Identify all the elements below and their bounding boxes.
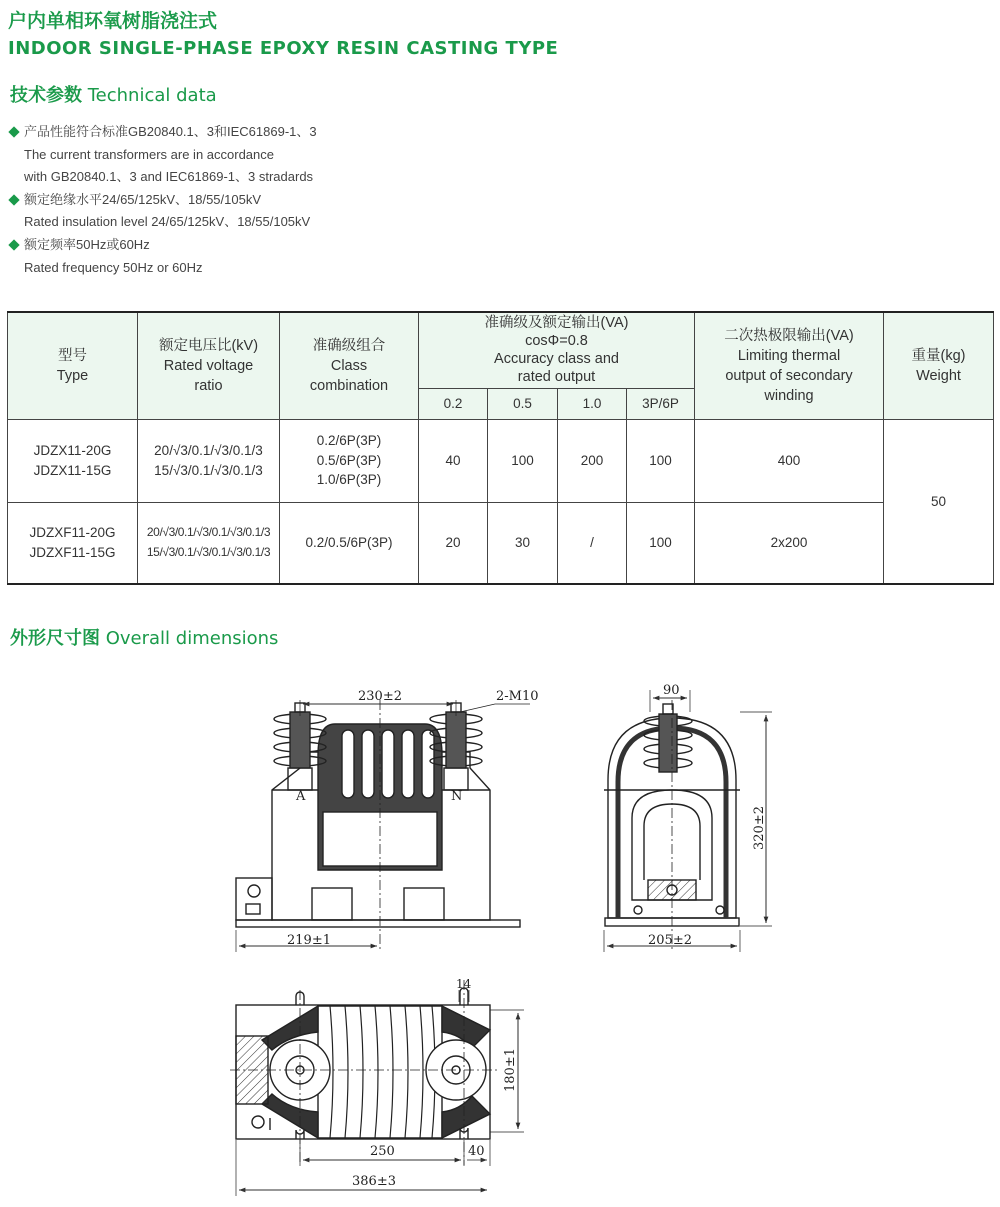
dim-plan-slot: 14 [456,977,472,991]
dim-plan-250: 250 [370,1144,395,1159]
cell-output-3p6p: 100 [627,419,695,502]
cell-output-0.5: 100 [488,419,558,502]
dim-side-top: 90 [663,683,680,698]
spec-bullet-list [8,121,317,279]
header-ratio: 额定电压比(kV) Rated voltage ratio [138,312,280,419]
header-class-0.2: 0.2 [419,388,488,419]
bullet-diamond-icon [8,194,19,205]
technical-data-heading [10,81,217,107]
bullet-diamond-icon [8,126,19,137]
cell-combination: 0.2/0.5/6P(3P) [280,502,419,584]
bullet-insulation-en: Rated insulation level 24/65/125kV、18/55/105kV [24,214,311,230]
bullet-diamond-icon [8,239,19,250]
bullet-frequency-en: Rated frequency 50Hz or 60Hz [24,259,203,275]
front-ground-bolt [248,885,260,897]
technical-data-table [7,311,994,585]
front-view [236,700,530,952]
cell-output-1.0: / [558,502,627,584]
cell-ratio: 20/√3/0.1/√3/0.1/√3/0.1/3 15/√3/0.1/√3/0.1/√3/0.1/3 [138,502,280,584]
dimension-drawing [0,660,1000,1205]
front-nut [246,904,260,914]
terminal-a-label: A [296,789,306,804]
page-title-en: INDOOR SINGLE-PHASE EPOXY RESIN CASTING TYPE [8,38,559,59]
bullet-standard [8,121,317,144]
page-title-cn: 户内单相环氧树脂浇注式 [8,10,218,32]
cell-weight: 50 [884,419,994,584]
overall-dimensions-heading [10,624,278,650]
cell-type: JDZXF11-20G JDZXF11-15G [8,502,138,584]
bullet-standard-cn: 产品性能符合标准GB20840.1、3和IEC61869-1、3 [24,124,317,139]
header-class-1.0: 1.0 [558,388,627,419]
dim-plan-40: 40 [468,1144,485,1159]
dim-side-bottom: 205±2 [648,933,692,948]
cell-output-3p6p: 100 [627,502,695,584]
bullet-insulation-cn: 额定绝缘水平24/65/125kV、18/55/105kV [24,191,262,207]
front-window-right [404,888,444,920]
cell-output-0.2: 40 [419,419,488,502]
side-bushing [644,704,692,772]
header-thermal: 二次热极限输出(VA) Limiting thermal output of secondary winding [695,312,884,419]
dim-front-top: 230±2 [358,689,402,704]
bullet-frequency [8,234,317,257]
front-base-plate [236,920,520,927]
front-window-left [312,888,352,920]
side-view [604,690,772,952]
bullet-standard-en-1: The current transformers are in accordance [24,146,274,162]
header-accuracy: 准确级及额定输出(VA) cosΦ=0.8 Accuracy class and rated output [419,312,695,388]
dim-side-height: 320±2 [752,806,767,850]
technical-data-heading-cn: 技术参数 [10,85,82,106]
header-class-3p6p: 3P/6P [627,388,695,419]
table-row [8,419,994,502]
overall-dimensions-heading-cn: 外形尺寸图 [10,628,100,649]
table-row [8,502,994,584]
header-class-0.5: 0.5 [488,388,558,419]
dim-plan-total: 386±3 [352,1174,396,1189]
dim-bolt: 2-M10 [496,689,539,704]
bullet-frequency-cn: 额定频率50Hz或60Hz [24,236,150,252]
cell-ratio: 20/√3/0.1/√3/0.1/3 15/√3/0.1/√3/0.1/3 [138,419,280,502]
dim-front-bottom: 219±1 [287,933,331,948]
terminal-n-label: N [451,789,463,804]
cell-thermal: 2x200 [695,502,884,584]
header-weight: 重量(kg) Weight [884,312,994,419]
cell-combination: 0.2/6P(3P) 0.5/6P(3P) 1.0/6P(3P) [280,419,419,502]
cell-thermal: 400 [695,419,884,502]
cell-output-1.0: 200 [558,419,627,502]
bullet-standard-en-2: with GB20840.1、3 and IEC61869-1、3 stradards [24,169,314,185]
header-combination: 准确级组合 Class combination [280,312,419,419]
overall-dimensions-heading-en: Overall dimensions [105,628,279,649]
cell-output-0.5: 30 [488,502,558,584]
plan-view [230,980,524,1196]
bullet-insulation [8,189,317,212]
dim-plan-height: 180±1 [503,1048,518,1092]
header-type: 型号 Type [8,312,138,419]
cell-output-0.2: 20 [419,502,488,584]
technical-data-heading-en: Technical data [87,85,217,106]
cell-type: JDZX11-20G JDZX11-15G [8,419,138,502]
